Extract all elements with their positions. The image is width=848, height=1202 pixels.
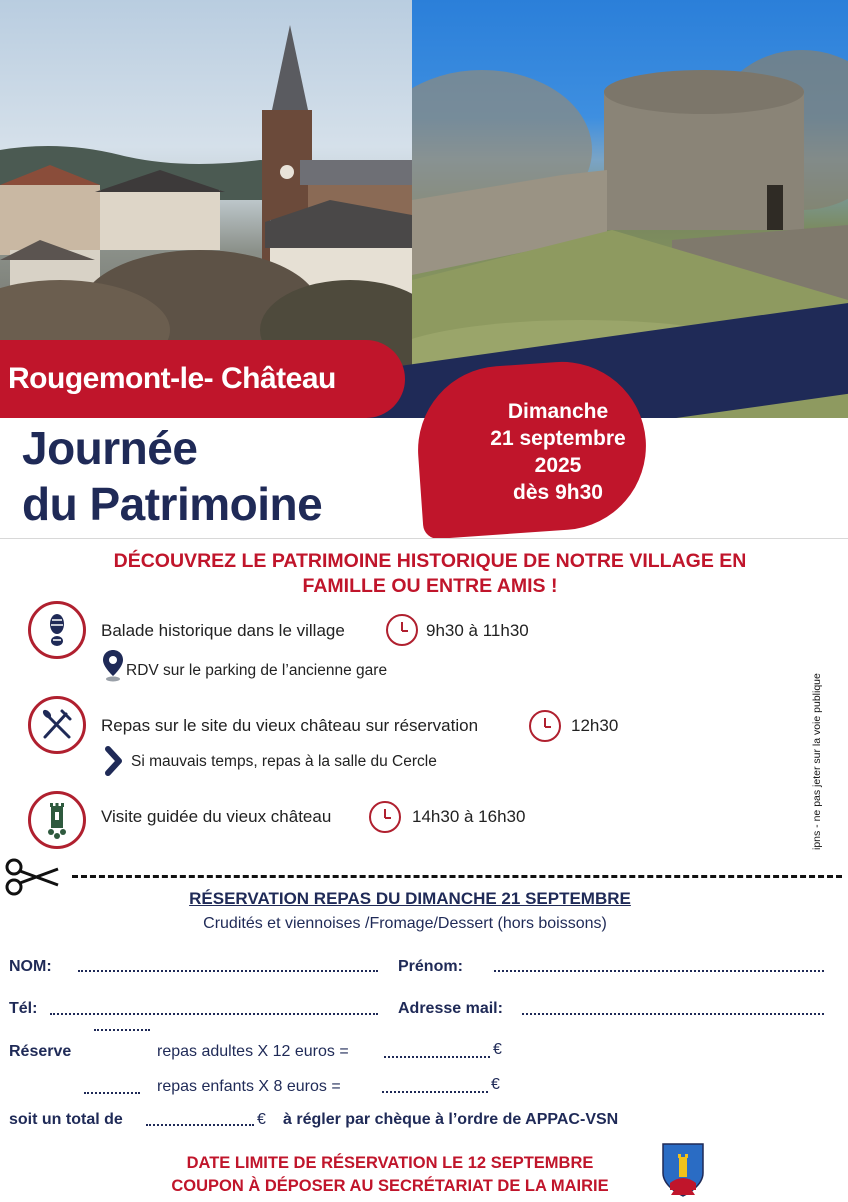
activity-2-label: Repas sur le site du vieux château sur réservation <box>101 716 479 735</box>
nom-field[interactable] <box>78 970 378 972</box>
children-text: repas enfants X 8 euros = <box>157 1078 341 1095</box>
nom-label: NOM: <box>9 958 52 975</box>
activity-3-time: 14h30 à 16h30 <box>412 807 526 826</box>
prenom-field[interactable] <box>494 970 824 972</box>
chevron-right-icon <box>104 746 124 781</box>
coat-of-arms-logo <box>662 1143 704 1202</box>
currency-symbol: € <box>491 1076 500 1093</box>
footprint-icon <box>28 601 86 659</box>
date-time: dès 9h30 <box>513 481 603 504</box>
cut-line <box>72 875 842 878</box>
children-count-field[interactable] <box>84 1092 140 1094</box>
activity-1-time: 9h30 à 11h30 <box>426 621 529 640</box>
activity-1-sub: RDV sur le parking de l’ancienne gare <box>126 662 388 679</box>
town-name: Rougemont-le- Château <box>8 362 336 395</box>
reservation-subtitle: Crudités et viennoises /Fromage/Dessert (hors boissons) <box>203 915 607 932</box>
currency-symbol: € <box>257 1111 266 1128</box>
email-field[interactable] <box>522 1013 824 1015</box>
title-line-1: Journée <box>22 422 198 474</box>
total-amount-field[interactable] <box>146 1124 254 1126</box>
reservation-title: RÉSERVATION REPAS DU DIMANCHE 21 SEPTEMBRE <box>189 889 631 908</box>
adults-count-field[interactable] <box>94 1029 150 1031</box>
currency-symbol: € <box>493 1041 502 1058</box>
town-name-banner <box>0 340 405 418</box>
headline <box>60 549 800 599</box>
headline-line-1: DÉCOUVREZ LE PATRIMOINE HISTORIQUE DE NOTRE VILLAGE EN <box>113 550 747 572</box>
email-label: Adresse mail: <box>398 1000 503 1017</box>
children-amount-field[interactable] <box>382 1091 488 1093</box>
clock-icon <box>529 710 561 742</box>
activity-2-time: 12h30 <box>571 716 619 735</box>
clock-icon <box>369 801 401 833</box>
divider <box>0 538 848 539</box>
activity-3-label: Visite guidée du vieux château <box>101 807 332 826</box>
adults-text: repas adultes X 12 euros = <box>157 1043 349 1060</box>
title-line-2: du Patrimoine <box>22 478 323 530</box>
date-date: 21 septembre <box>490 427 626 450</box>
deadline-line-1: DATE LIMITE DE RÉSERVATION LE 12 SEPTEMBRE <box>186 1154 594 1172</box>
fork-knife-icon <box>28 696 86 754</box>
page-title <box>22 420 322 532</box>
total-label: soit un total de <box>9 1111 123 1128</box>
side-note: ipns - ne pas jeter sur la voie publique <box>811 673 823 850</box>
castle-tower-icon <box>28 791 86 849</box>
headline-line-2: FAMILLE OU ENTRE AMIS ! <box>302 575 558 597</box>
date-badge-text <box>458 398 658 506</box>
deadline <box>100 1152 680 1198</box>
reserve-label: Réserve <box>9 1043 72 1060</box>
payment-text: à régler par chèque à l’ordre de APPAC-VSN <box>283 1111 619 1128</box>
date-year: 2025 <box>534 454 582 477</box>
activity-2-sub: Si mauvais temps, repas à la salle du Cercle <box>131 753 437 770</box>
tel-field[interactable] <box>50 1013 378 1015</box>
prenom-label: Prénom: <box>398 958 463 975</box>
tel-label: Tél: <box>9 1000 38 1017</box>
deadline-line-2: COUPON À DÉPOSER AU SECRÉTARIAT DE LA MAIRIE <box>171 1177 609 1195</box>
activity-1-label: Balade historique dans le village <box>101 621 345 640</box>
date-day: Dimanche <box>507 400 609 423</box>
map-pin-icon <box>103 650 123 687</box>
adults-amount-field[interactable] <box>384 1056 490 1058</box>
clock-icon <box>386 614 418 646</box>
